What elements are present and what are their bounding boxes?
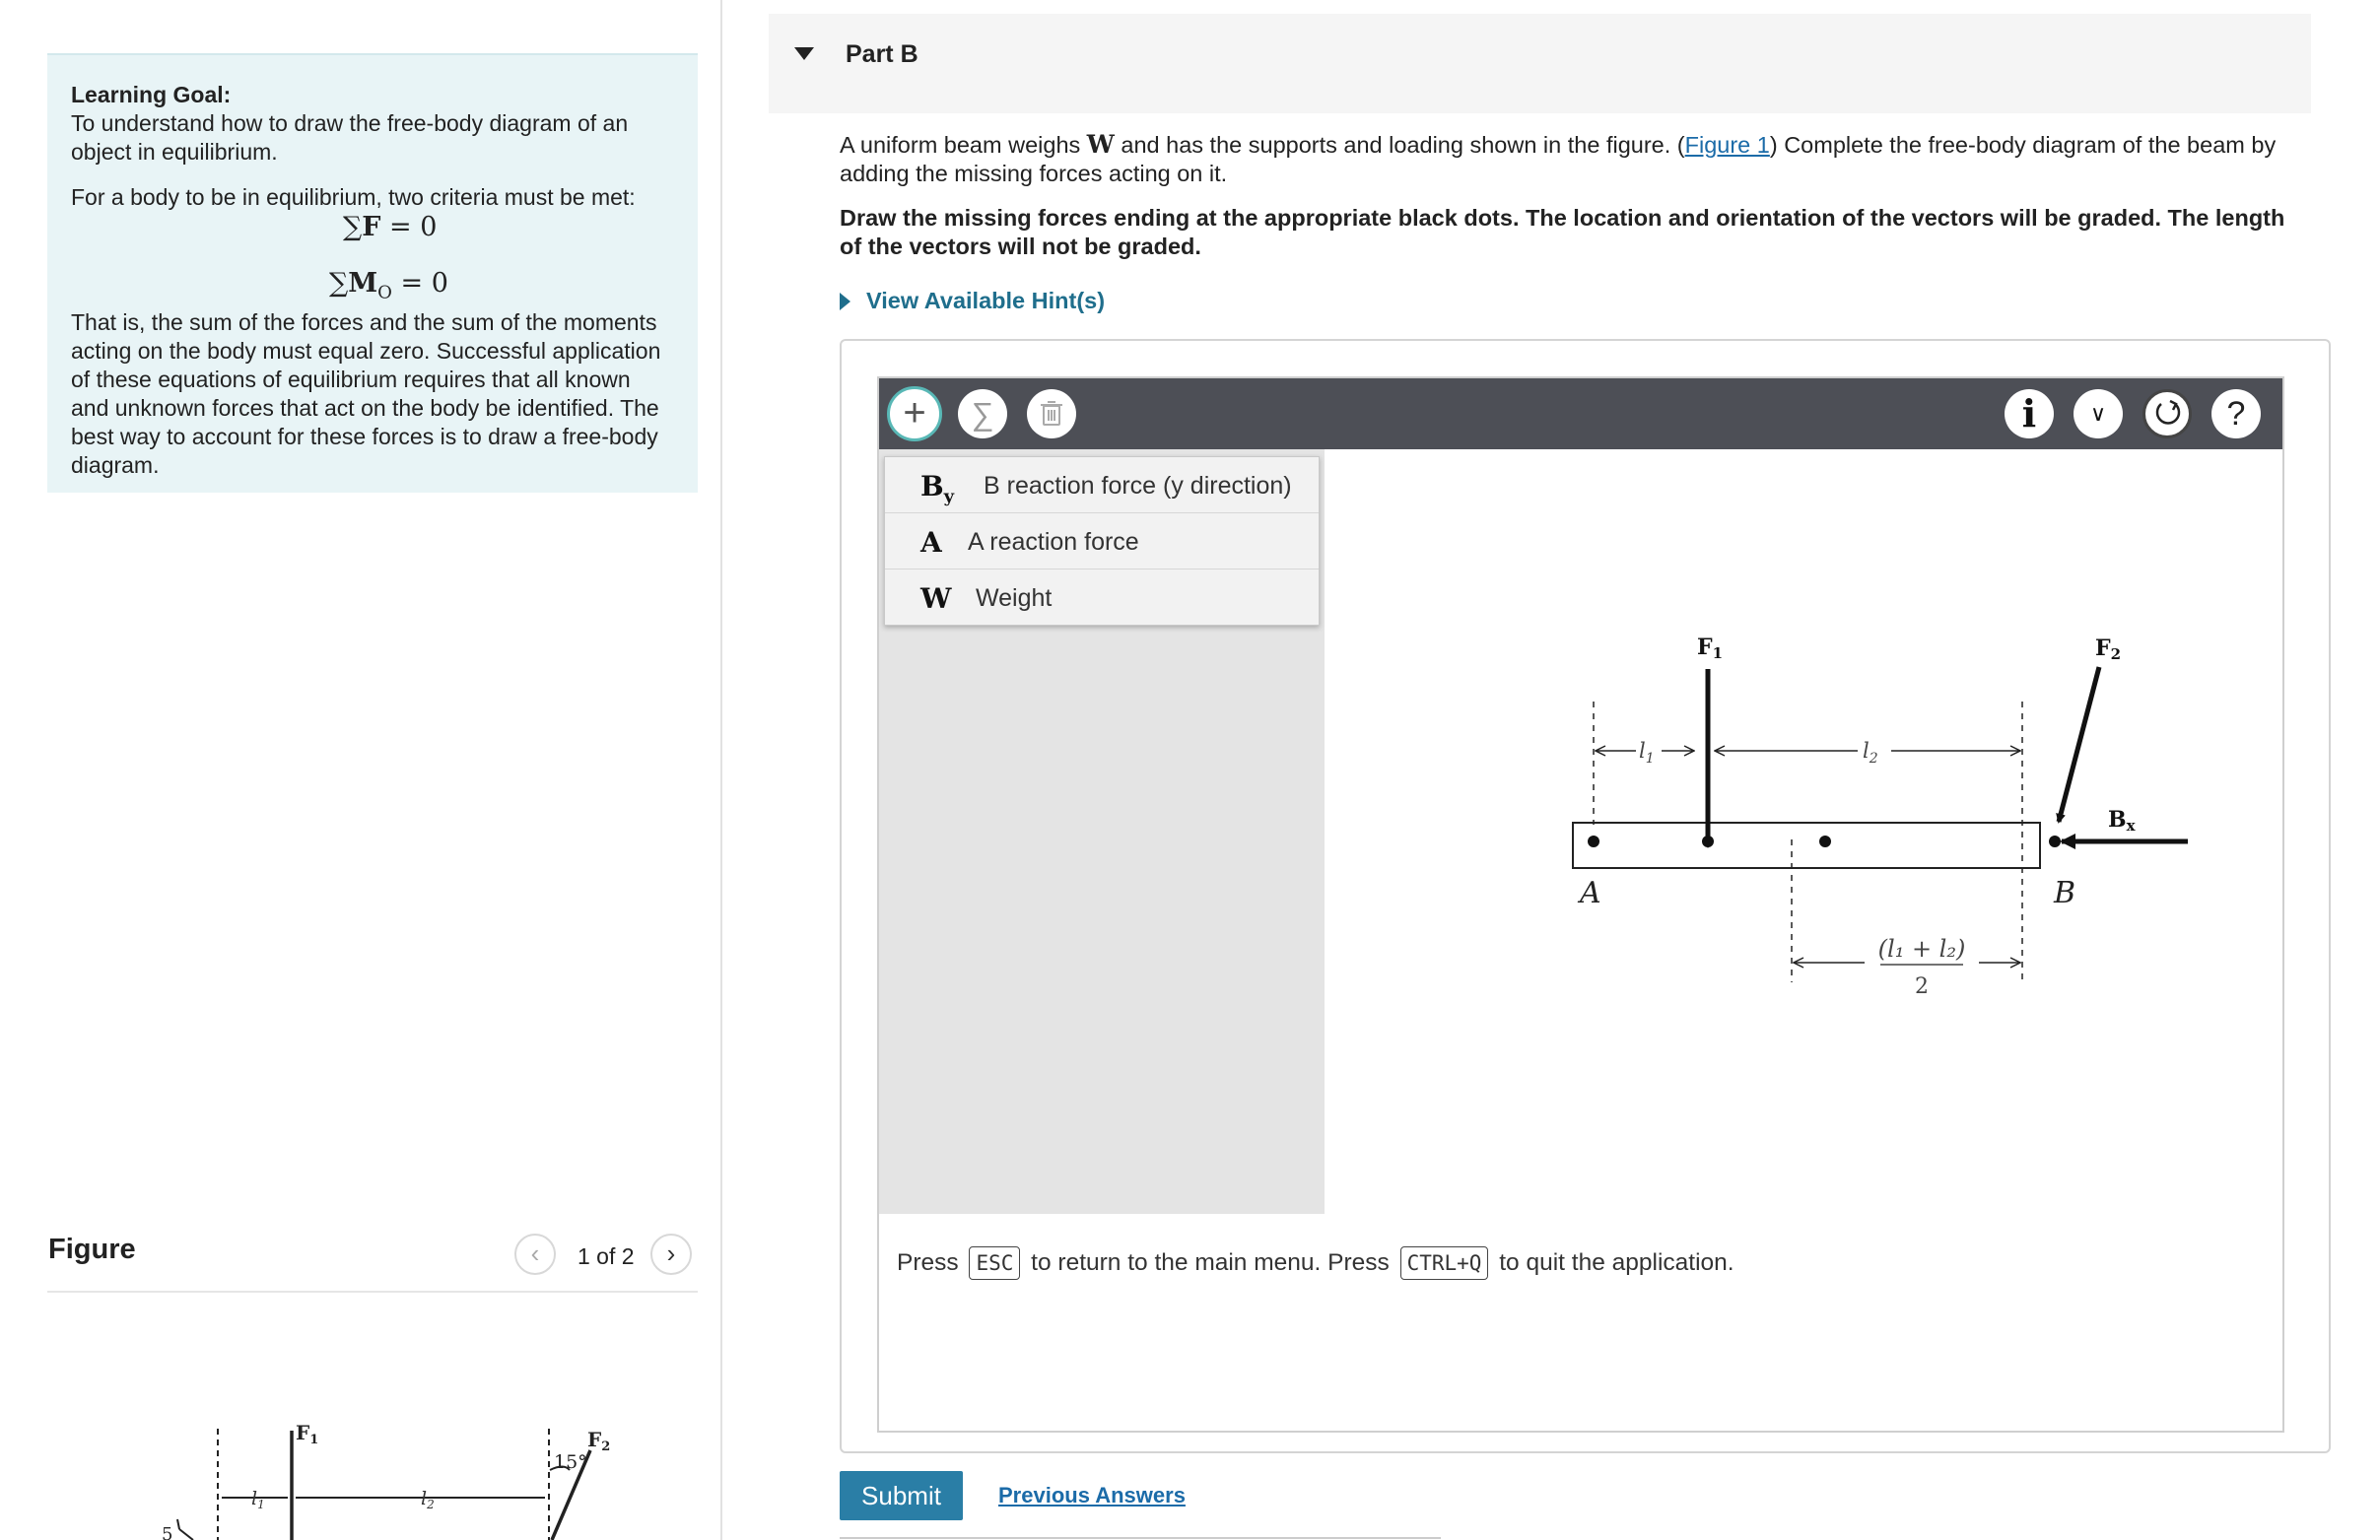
info-button[interactable]: [2005, 389, 2054, 438]
eq-rest: = 0: [391, 268, 448, 299]
status-text: to return to the main menu. Press: [1024, 1249, 1396, 1276]
learning-goal-box: [47, 53, 698, 493]
learning-goal-intro: To understand how to draw the free-body diagram of an object in equilibrium.: [71, 110, 629, 165]
delete-button[interactable]: [1027, 389, 1076, 438]
plus-icon: +: [903, 391, 926, 435]
preview-slope-tick: [177, 1519, 179, 1529]
preview-angle-label: 15°: [554, 1451, 587, 1473]
preview-f2-label: $F_2$: [587, 1428, 611, 1454]
esc-key: ESC: [969, 1246, 1020, 1280]
equation-sum-forces: [343, 212, 674, 243]
left-column: [0, 0, 722, 1540]
eq-moment-var: M: [348, 268, 378, 299]
question-text: [840, 130, 2293, 188]
figure-preview[interactable]: [99, 1409, 650, 1540]
more-button[interactable]: [2074, 389, 2123, 438]
preview-l1-label: $l_1$: [251, 1488, 265, 1511]
hints-label: View Available Hint(s): [866, 288, 1106, 313]
figure-title: Figure: [48, 1234, 136, 1265]
f2-label: F2: [2095, 636, 2122, 663]
divider: [840, 1537, 1441, 1539]
reset-button[interactable]: [2142, 389, 2192, 438]
preview-slope-line: [179, 1529, 193, 1540]
question-weight-symbol: W: [1086, 130, 1115, 159]
point-b-label: B: [2054, 876, 2076, 910]
sum-button[interactable]: [958, 389, 1007, 438]
preview-l2-label: $l_2$: [421, 1488, 435, 1511]
equation-sum-moments: [329, 268, 674, 308]
palette-label: Weight: [976, 584, 1053, 612]
figure-prev-button[interactable]: [514, 1234, 556, 1275]
palette-symbol: $B_y$: [920, 470, 955, 507]
beam: [1573, 823, 2040, 868]
figure-link[interactable]: Figure 1: [1684, 132, 1770, 158]
part-header[interactable]: [769, 14, 2311, 113]
eq-rest: = 0: [380, 212, 438, 242]
question-post: ) Complete the free-body diagram of the beam by adding the missing forces acting on it.: [840, 132, 2277, 186]
palette-label: B reaction force (y direction): [984, 472, 1292, 500]
figure-counter: 1 of 2: [578, 1243, 635, 1269]
sum-symbol: ∑: [329, 268, 349, 299]
beam-diagram: [1399, 529, 2220, 1156]
status-text: Press: [897, 1249, 966, 1276]
preview-side-label: 5: [162, 1524, 173, 1540]
dot-a[interactable]: [1588, 836, 1599, 847]
criteria-text: For a body to be in equilibrium, two criteria must be met:: [71, 184, 636, 210]
chevron-left-icon: ‹: [530, 1239, 540, 1268]
palette-item-by[interactable]: [885, 457, 1319, 513]
dot-center[interactable]: [1819, 836, 1831, 847]
figure-next-button[interactable]: [650, 1234, 692, 1275]
eq-moment-sub: O: [377, 282, 392, 303]
question-mid: and has the supports and loading shown in the figure. (: [1114, 132, 1685, 158]
figure-header: [47, 1222, 698, 1293]
caret-down-icon[interactable]: [794, 47, 814, 60]
chevron-down-icon: ∨: [2089, 401, 2107, 426]
sigma-icon: ∑: [971, 396, 994, 432]
ctrl-q-key: CTRL+Q: [1400, 1246, 1489, 1280]
status-text: to quit the application.: [1492, 1249, 1734, 1276]
drawing-canvas[interactable]: [1399, 529, 2220, 1156]
caret-right-icon: [840, 293, 850, 310]
palette-item-a[interactable]: [885, 513, 1319, 569]
trash-icon: [1027, 389, 1076, 438]
half-numerator: (l₁ + l₂): [1877, 935, 1966, 963]
view-hints-toggle[interactable]: [840, 288, 1105, 314]
status-bar: [897, 1246, 1734, 1280]
add-vector-button[interactable]: [887, 386, 942, 441]
info-icon: i: [2021, 391, 2037, 435]
palette-item-w[interactable]: [885, 569, 1319, 625]
l2-label: $l_2$: [1863, 739, 1878, 767]
submit-button[interactable]: Submit: [840, 1471, 963, 1520]
chevron-right-icon: ›: [666, 1239, 676, 1268]
dot-f1[interactable]: [1702, 836, 1714, 847]
help-icon: ?: [2226, 395, 2246, 433]
question-pre: A uniform beam weighs: [840, 132, 1087, 158]
palette-symbol: W: [920, 582, 952, 615]
learning-goal-explanation: That is, the sum of the forces and the sum of the moments acting on the body must equal zero. Successful application of these equations of equilibrium requires that all known and unknown forces that act on the body be identified. The best way to account for these forces is to draw a free-body diagram.: [71, 309, 661, 479]
bx-label: Bx: [2108, 807, 2136, 835]
point-a-label: A: [1580, 876, 1601, 910]
f2-arrow[interactable]: [2059, 667, 2099, 822]
sum-symbol: ∑: [343, 212, 363, 242]
preview-f1-label: $F_1$: [296, 1421, 319, 1447]
drawing-toolbar: [879, 378, 2282, 449]
part-title: Part B: [846, 40, 918, 68]
learning-goal-title: Learning Goal:: [71, 82, 232, 107]
half-denominator: 2: [1915, 974, 1929, 999]
help-button[interactable]: [2211, 389, 2261, 438]
instruction-text: Draw the missing forces ending at the appropriate black dots. The location and orientation of the vectors will be graded. The length of the vectors will not be graded.: [840, 205, 2285, 259]
palette-label: A reaction force: [968, 528, 1139, 556]
f1-label: F1: [1697, 635, 1724, 662]
eq-force-var: F: [362, 212, 381, 242]
previous-answers-link[interactable]: Previous Answers: [998, 1483, 1186, 1507]
palette-symbol: A: [920, 526, 942, 559]
l1-label: $l_1$: [1639, 739, 1655, 767]
reset-icon: [2145, 392, 2189, 435]
force-palette: [884, 456, 1320, 626]
dot-b[interactable]: [2049, 836, 2061, 847]
